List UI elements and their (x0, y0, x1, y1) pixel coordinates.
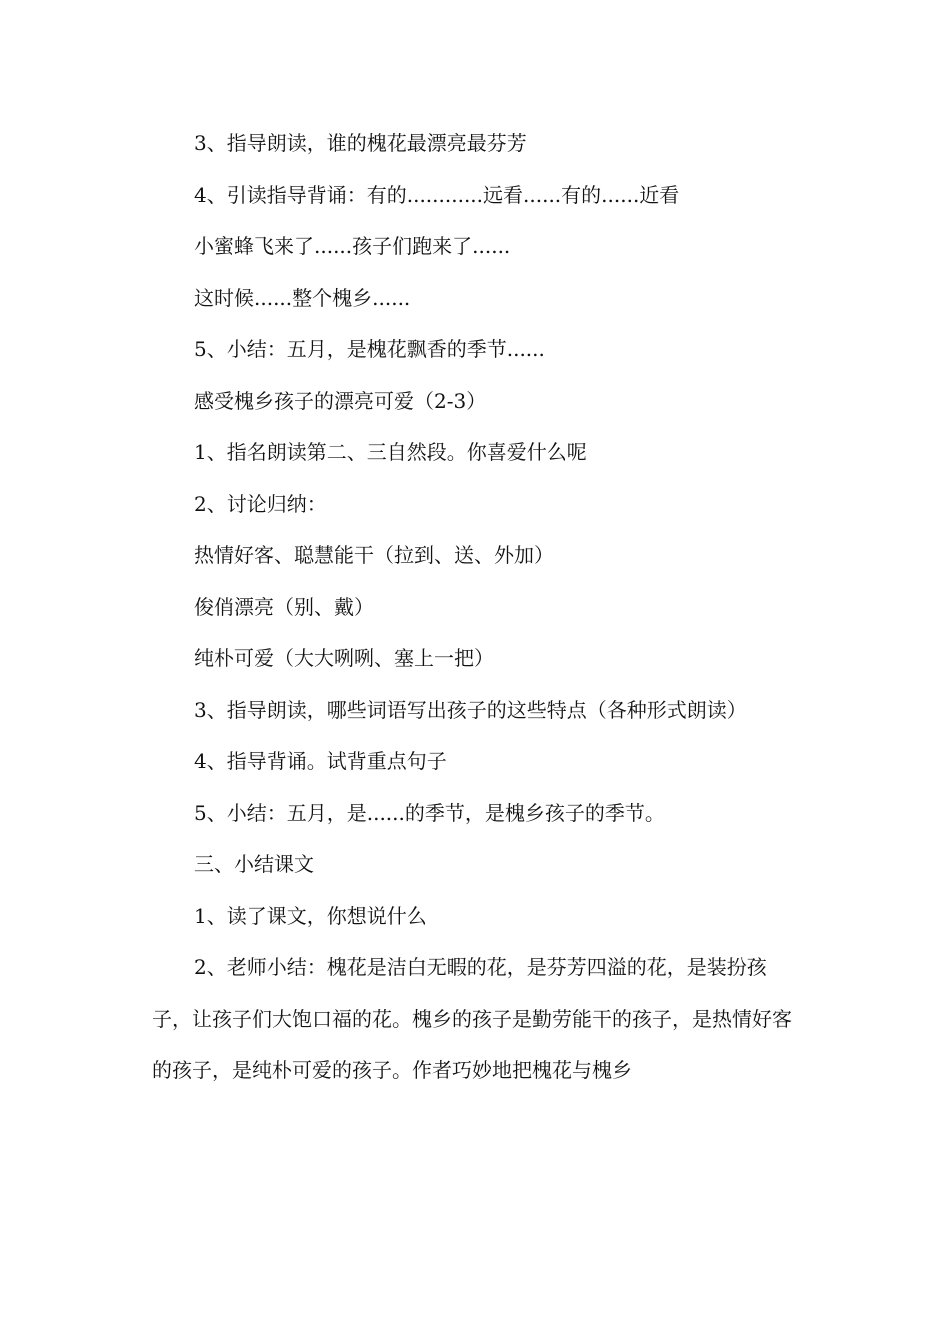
document-body (152, 118, 802, 1097)
section-heading: 三、小结课文 (194, 852, 314, 876)
paragraph: 俊俏漂亮（别、戴） (194, 594, 374, 619)
paragraph: 3、指导朗读，哪些词语写出孩子的这些特点（各种形式朗读） (194, 697, 747, 722)
section-heading: 感受槐乡孩子的漂亮可爱（2-3） (194, 388, 487, 413)
paragraph: 5、小结：五月，是槐花飘香的季节...... (194, 337, 545, 361)
paragraph: 4、指导背诵。试背重点句子 (194, 749, 447, 773)
paragraph: 纯朴可爱（大大咧咧、塞上一把） (194, 646, 494, 670)
paragraph: 这时候......整个槐乡...... (194, 285, 411, 310)
paragraph: 小蜜蜂飞来了......孩子们跑来了...... (194, 234, 511, 258)
paragraph: 3、指导朗读，谁的槐花最漂亮最芬芳 (194, 131, 527, 155)
paragraph: 热情好客、聪慧能干（拉到、送、外加） (194, 543, 554, 567)
paragraph: 2、老师小结：槐花是洁白无暇的花，是芬芳四溢的花，是装扮孩子，让孩子们大饱口福的花。槐乡的孩子是勤劳能干的孩子，是热情好客的孩子，是纯朴可爱的孩子。作者巧妙地把槐花与槐乡 (152, 955, 792, 1082)
paragraph: 1、指名朗读第二、三自然段。你喜爱什么呢 (194, 440, 587, 464)
paragraph: 4、引读指导背诵：有的............远看......有的......近看 (194, 182, 680, 207)
paragraph: 1、读了课文，你想说什么 (194, 903, 427, 928)
paragraph: 5、小结：五月，是......的季节，是槐乡孩子的季节。 (194, 800, 665, 825)
paragraph: 2、讨论归纳： (194, 491, 327, 516)
